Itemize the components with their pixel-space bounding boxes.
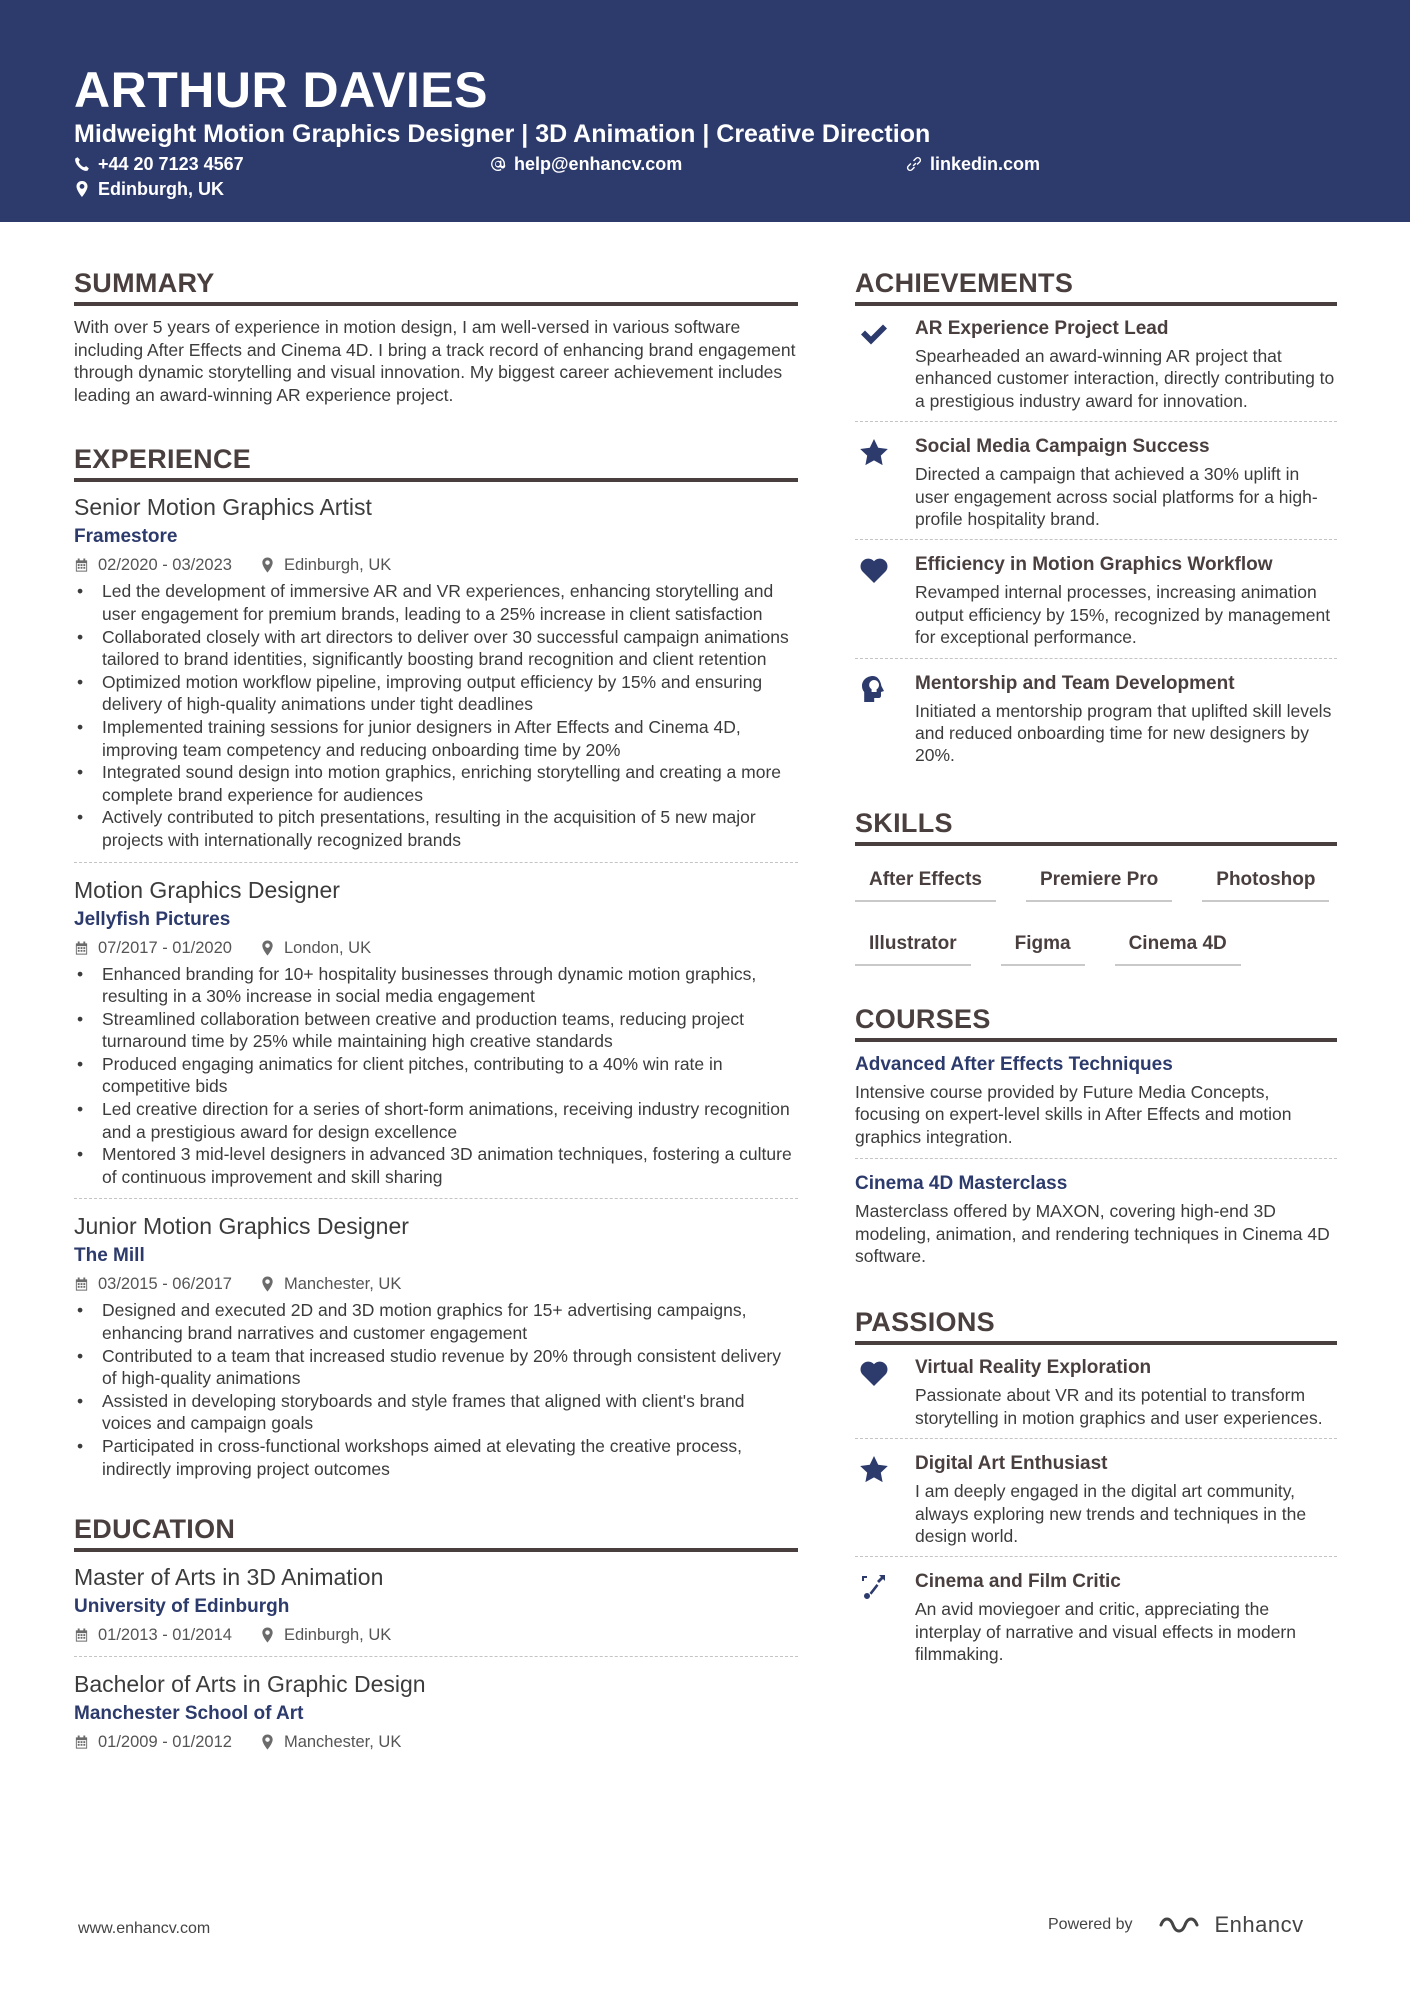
- job-role: Junior Motion Graphics Designer: [74, 1213, 409, 1240]
- experience-item: [74, 875, 798, 1200]
- summary-heading: SUMMARY: [74, 266, 798, 306]
- education-degree: Bachelor of Arts in Graphic Design: [74, 1671, 426, 1698]
- location-pin-icon: [260, 1276, 275, 1292]
- job-bullet: • Produced engaging animatics for client pitches, contributing to a 40% win rate in competitive bids: [74, 1053, 798, 1098]
- passions-section: [855, 1305, 1337, 1674]
- experience-heading: EXPERIENCE: [74, 442, 798, 482]
- skills-heading: SKILLS: [855, 806, 1337, 846]
- calendar-icon: [74, 1627, 89, 1643]
- enhancv-logo-icon: [1159, 1913, 1205, 1937]
- education-item: [74, 1562, 798, 1657]
- achievement-item: [855, 316, 1337, 422]
- job-meta: [74, 1273, 798, 1295]
- job-role: Senior Motion Graphics Artist: [74, 494, 372, 521]
- education-degree: Master of Arts in 3D Animation: [74, 1564, 384, 1591]
- location-pin-icon: [260, 1734, 275, 1750]
- footer-website[interactable]: www.enhancv.com: [78, 1920, 211, 1937]
- achievement-title: AR Experience Project Lead: [915, 318, 1169, 339]
- summary-section: [74, 266, 798, 406]
- location-pin-icon: [74, 181, 90, 197]
- job-meta: [74, 554, 798, 576]
- skill-tag: Cinema 4D: [1115, 928, 1241, 966]
- calendar-icon: [74, 1276, 89, 1292]
- education-section: [74, 1512, 798, 1763]
- education-dates: 01/2013 - 01/2014: [98, 1626, 232, 1645]
- achievement-desc: Directed a campaign that achieved a 30% uplift in user engagement across social platforms for a high-profile hospitality brand.: [915, 464, 1318, 530]
- skill-tag: Premiere Pro: [1026, 864, 1172, 902]
- enhancv-brand: Enhancv: [1214, 1912, 1304, 1937]
- location-pin-icon: [260, 940, 275, 956]
- skill-tag: Illustrator: [855, 928, 971, 966]
- linkedin-link: linkedin.com: [930, 154, 1041, 174]
- job-bullet: • Implemented training sessions for junior designers in After Effects and Cinema 4D, improving team competency and reducing onboarding time by 20%: [74, 716, 798, 761]
- skill-tag: After Effects: [855, 864, 996, 902]
- achievement-desc: Spearheaded an award-winning AR project that enhanced customer interaction, directly contributing to a prestigious industry award for innovation.: [915, 346, 1335, 411]
- skills-list: [855, 856, 1337, 974]
- job-location: Edinburgh, UK: [283, 556, 392, 575]
- passion-item: [855, 1569, 1337, 1674]
- job-bullets: [74, 963, 798, 1189]
- job-bullet: • Designed and executed 2D and 3D motion graphics for 15+ advertising campaigns, enhancing brand narratives and customer engagement: [74, 1299, 798, 1344]
- powered-by-text: Powered by: [1048, 1916, 1133, 1933]
- passion-title: Digital Art Enthusiast: [915, 1453, 1108, 1475]
- passion-item: [855, 1451, 1337, 1557]
- job-location: London, UK: [283, 938, 372, 957]
- course-item: [855, 1052, 1337, 1159]
- course-item: [855, 1171, 1337, 1277]
- phone-number: +44 20 7123 4567: [98, 154, 244, 174]
- route-icon: [859, 1573, 889, 1601]
- email-contact[interactable]: [490, 153, 682, 175]
- course-desc: Intensive course provided by Future Media Concepts, focusing on expert-level skills in After Effects and motion graphics integration.: [855, 1081, 1292, 1147]
- course-title: Cinema 4D Masterclass: [855, 1173, 1068, 1195]
- location-contact: [74, 178, 224, 200]
- skills-section: [855, 806, 1337, 974]
- email-address: help@enhancv.com: [514, 154, 683, 174]
- star-icon: [859, 1455, 889, 1483]
- education-location: Edinburgh, UK: [283, 1626, 392, 1645]
- job-bullet: • Contributed to a team that increased studio revenue by 20% through consistent delivery of high-quality animations: [74, 1345, 798, 1390]
- job-bullet: • Actively contributed to pitch presentations, resulting in the acquisition of 5 new major projects with internationally recognized brands: [74, 806, 798, 851]
- job-dates: 02/2020 - 03/2023: [98, 556, 232, 575]
- location-pin-icon: [260, 1627, 275, 1643]
- job-meta: [74, 937, 798, 959]
- job-company: The Mill: [74, 1245, 145, 1267]
- right-column: [855, 266, 1337, 1687]
- achievement-desc: Revamped internal processes, increasing animation output efficiency by 15%, recognized by management for exceptional performance.: [915, 582, 1331, 648]
- candidate-title: Midweight Motion Graphics Designer | 3D Animation | Creative Direction: [74, 120, 931, 148]
- calendar-icon: [74, 940, 89, 956]
- achievement-title: Social Media Campaign Success: [915, 436, 1210, 458]
- achievement-item: [855, 552, 1337, 658]
- job-location: Manchester, UK: [283, 1275, 402, 1294]
- job-role: Motion Graphics Designer: [74, 876, 340, 903]
- calendar-icon: [74, 1734, 89, 1750]
- footer-branding: [1048, 1912, 1304, 1938]
- achievement-desc: Initiated a mentorship program that uplifted skill levels and reduced onboarding time for new designers by 20%.: [915, 700, 1332, 766]
- education-location: Manchester, UK: [283, 1733, 402, 1752]
- job-bullet: • Participated in cross-functional workshops aimed at elevating the creative process, indirectly improving project outcomes: [74, 1435, 798, 1480]
- education-heading: EDUCATION: [74, 1512, 798, 1552]
- job-bullet: • Integrated sound design into motion graphics, enriching storytelling and creating a more complete brand experience for audiences: [74, 761, 798, 806]
- job-dates: 03/2015 - 06/2017: [98, 1275, 232, 1294]
- experience-item: [74, 492, 798, 862]
- job-bullet: • Led the development of immersive AR and VR experiences, enhancing storytelling and user engagement for premium brands, leading to a 25% increase in client satisfaction: [74, 580, 798, 625]
- job-bullet: • Streamlined collaboration between creative and production teams, reducing project turnaround time by 25% while maintaining high creative standards: [74, 1008, 798, 1053]
- job-bullet: • Led creative direction for a series of short-form animations, receiving industry recognition and a prestigious award for design excellence: [74, 1098, 798, 1143]
- job-bullet: • Collaborated closely with art directors to deliver over 30 successful campaign animations tailored to brand identities, significantly boosting brand recognition and client retention: [74, 626, 798, 671]
- calendar-icon: [74, 557, 89, 573]
- passion-desc: Passionate about VR and its potential to transform storytelling in motion graphics and user experiences.: [915, 1385, 1323, 1428]
- job-bullet: • Optimized motion workflow pipeline, improving output efficiency by 15% and ensuring delivery of high-quality animations under tight deadlines: [74, 671, 798, 716]
- education-item: [74, 1669, 798, 1763]
- phone-contact[interactable]: [74, 153, 244, 175]
- course-desc: Masterclass offered by MAXON, covering high-end 3D modeling, animation, and rendering techniques in Cinema 4D software.: [855, 1201, 1330, 1266]
- experience-item: [74, 1211, 798, 1490]
- achievement-title: Mentorship and Team Development: [915, 672, 1235, 694]
- at-icon: [490, 156, 506, 172]
- education-meta: [74, 1624, 798, 1646]
- location-text: Edinburgh, UK: [98, 179, 224, 199]
- education-meta: [74, 1731, 798, 1753]
- left-column: [74, 266, 798, 1775]
- job-company: Framestore: [74, 526, 178, 548]
- passion-title: Virtual Reality Exploration: [915, 1357, 1152, 1379]
- passion-title: Cinema and Film Critic: [915, 1571, 1121, 1593]
- job-dates: 07/2017 - 01/2020: [98, 938, 232, 957]
- link-icon: [906, 156, 922, 172]
- checkmark-icon: [859, 320, 889, 348]
- achievement-item: [855, 434, 1337, 540]
- achievements-heading: ACHIEVEMENTS: [855, 266, 1337, 306]
- skill-tag: Figma: [1001, 928, 1085, 966]
- courses-section: [855, 1002, 1337, 1277]
- job-bullet: • Mentored 3 mid-level designers in advanced 3D animation techniques, fostering a culture of continuous improvement and skill sharing: [74, 1143, 798, 1188]
- heart-icon: [859, 556, 889, 584]
- job-bullets: [74, 1299, 798, 1480]
- achievements-section: [855, 266, 1337, 776]
- passion-desc: I am deeply engaged in the digital art community, always exploring new trends and techniques in the design world.: [915, 1481, 1307, 1546]
- passion-desc: An avid moviegoer and critic, appreciating the interplay of narrative and visual effects in modern filmmaking.: [915, 1599, 1296, 1665]
- star-icon: [859, 438, 889, 466]
- linkedin-contact[interactable]: [906, 153, 1040, 175]
- course-title: Advanced After Effects Techniques: [855, 1053, 1173, 1075]
- resume-header: [0, 0, 1410, 222]
- education-school: Manchester School of Art: [74, 1703, 304, 1725]
- passions-heading: PASSIONS: [855, 1305, 1337, 1345]
- job-bullet: • Enhanced branding for 10+ hospitality businesses through dynamic motion graphics, resulting in a 30% increase in social media engagement: [74, 963, 798, 1008]
- experience-section: [74, 442, 798, 1490]
- job-bullet: • Assisted in developing storyboards and style frames that aligned with client's brand voices and campaign goals: [74, 1390, 798, 1435]
- heart-icon: [859, 1359, 889, 1387]
- education-dates: 01/2009 - 01/2012: [98, 1733, 232, 1752]
- education-school: University of Edinburgh: [74, 1596, 290, 1618]
- candidate-name: ARTHUR DAVIES: [74, 62, 488, 118]
- job-bullets: [74, 580, 798, 851]
- location-pin-icon: [260, 557, 275, 573]
- head-lightbulb-icon: [859, 675, 889, 703]
- passion-item: [855, 1355, 1337, 1439]
- summary-text: With over 5 years of experience in motion design, I am well-versed in various software including After Effects and Cinema 4D. I bring a track record of enhancing brand engagement through dynamic storytelling and visual innovation. My biggest career achievement includes leading an award-winning AR experience project.: [74, 317, 796, 405]
- achievement-item: [855, 671, 1337, 776]
- phone-icon: [74, 156, 90, 172]
- achievement-title: Efficiency in Motion Graphics Workflow: [915, 554, 1273, 576]
- enhancv-logo[interactable]: [1159, 1912, 1304, 1938]
- skill-tag: Photoshop: [1202, 864, 1329, 902]
- courses-heading: COURSES: [855, 1002, 1337, 1042]
- job-company: Jellyfish Pictures: [74, 908, 231, 930]
